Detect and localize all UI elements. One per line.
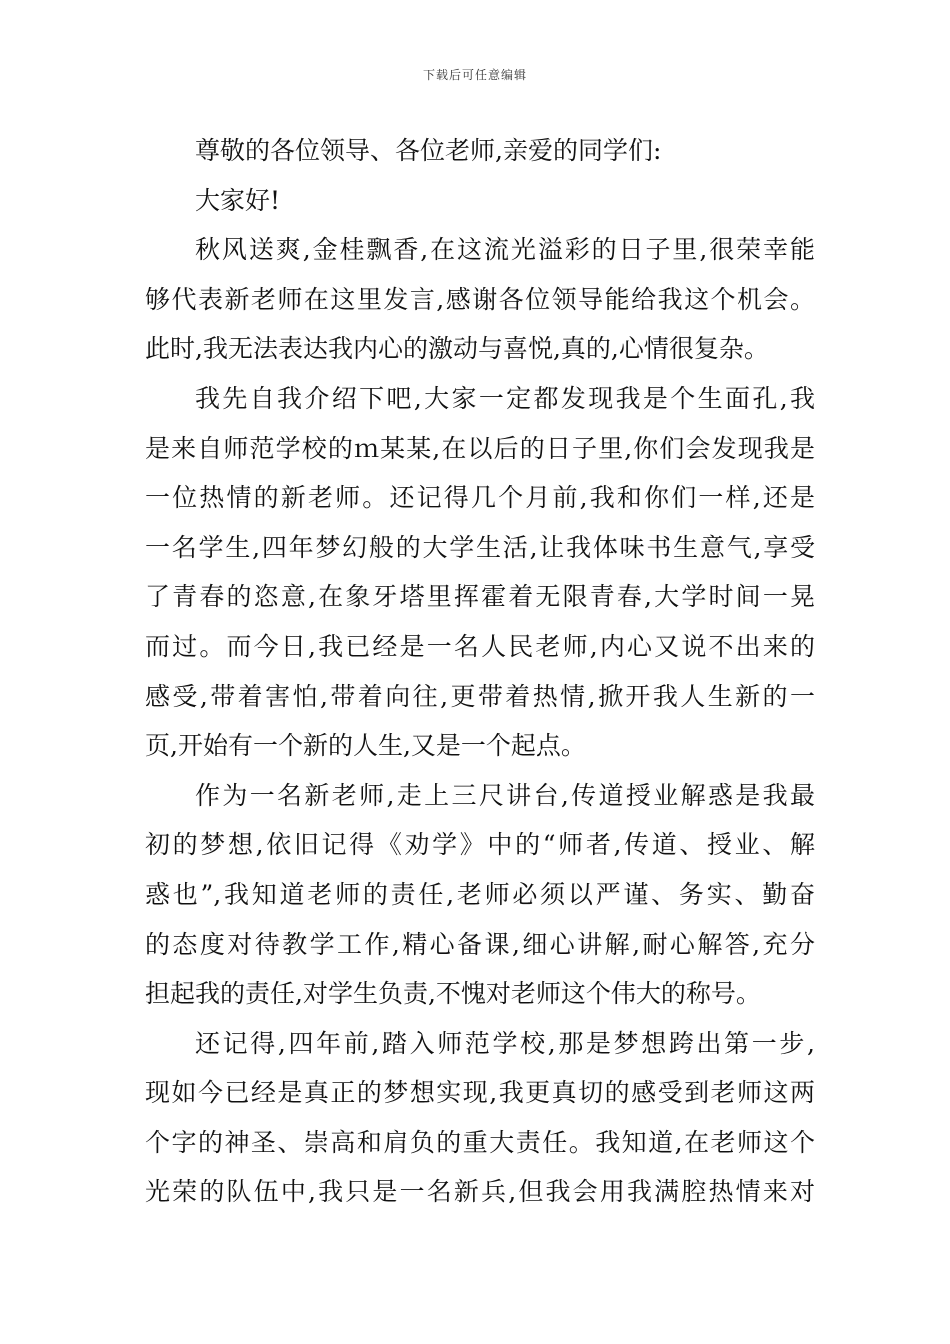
paragraph-4-line-1: 还记得,四年前,踏入师范学校,那是梦想跨出第一步, bbox=[195, 1028, 815, 1058]
paragraph-3-line-5: 担起我的责任,对学生负责,不愧对老师这个伟大的称号。 bbox=[145, 979, 761, 1009]
paragraph-2-line-1: 我先自我介绍下吧,大家一定都发现我是个生面孔,我 bbox=[195, 383, 815, 413]
greeting-line: 大家好! bbox=[195, 185, 281, 215]
page-header-note: 下载后可任意编辑 bbox=[422, 68, 527, 82]
paragraph-2-line-8: 页,开始有一个新的人生,又是一个起点。 bbox=[145, 731, 586, 761]
paragraph-2-line-3: 一位热情的新老师。还记得几个月前,我和你们一样,还是 bbox=[145, 483, 815, 513]
paragraph-2-line-7: 感受,带着害怕,带着向往,更带着热情,掀开我人生新的一 bbox=[145, 681, 815, 711]
paragraph-1-line-3: 此时,我无法表达我内心的激动与喜悦,真的,心情很复杂。 bbox=[145, 334, 769, 364]
document-body bbox=[145, 126, 815, 1217]
paragraph-1-line-2: 够代表新老师在这里发言,感谢各位领导能给我这个机会。 bbox=[145, 284, 815, 314]
paragraph-1-line-1: 秋风送爽,金桂飘香,在这流光溢彩的日子里,很荣幸能 bbox=[195, 235, 815, 265]
paragraph-3-line-4: 的态度对待教学工作,精心备课,细心讲解,耐心解答,充分 bbox=[145, 929, 815, 959]
paragraph-3-line-3: 惑也”,我知道老师的责任,老师必须以严谨、务实、勤奋 bbox=[145, 879, 815, 909]
paragraph-4-line-2: 现如今已经是真正的梦想实现,我更真切的感受到老师这两 bbox=[145, 1078, 815, 1108]
paragraph-4-line-3: 个字的神圣、崇高和肩负的重大责任。我知道,在老师这个 bbox=[145, 1127, 815, 1157]
paragraph-2-line-5: 了青春的恣意,在象牙塔里挥霍着无限青春,大学时间一晃 bbox=[145, 582, 815, 612]
paragraph-3-line-1: 作为一名新老师,走上三尺讲台,传道授业解惑是我最 bbox=[195, 780, 815, 810]
paragraph-2-line-4: 一名学生,四年梦幻般的大学生活,让我体味书生意气,享受 bbox=[145, 532, 815, 562]
paragraph-2-line-6: 而过。而今日,我已经是一名人民老师,内心又说不出来的 bbox=[145, 631, 815, 661]
paragraph-2-line-2: 是来自师范学校的ｍ某某,在以后的日子里,你们会发现我是 bbox=[145, 433, 815, 463]
paragraph-4-line-4: 光荣的队伍中,我只是一名新兵,但我会用我满腔热情来对 bbox=[145, 1177, 815, 1207]
salutation-line: 尊敬的各位领导、各位老师,亲爱的同学们: bbox=[195, 136, 662, 165]
paragraph-3-line-2: 初的梦想,依旧记得《劝学》中的“师者,传道、授业、解 bbox=[145, 830, 815, 860]
